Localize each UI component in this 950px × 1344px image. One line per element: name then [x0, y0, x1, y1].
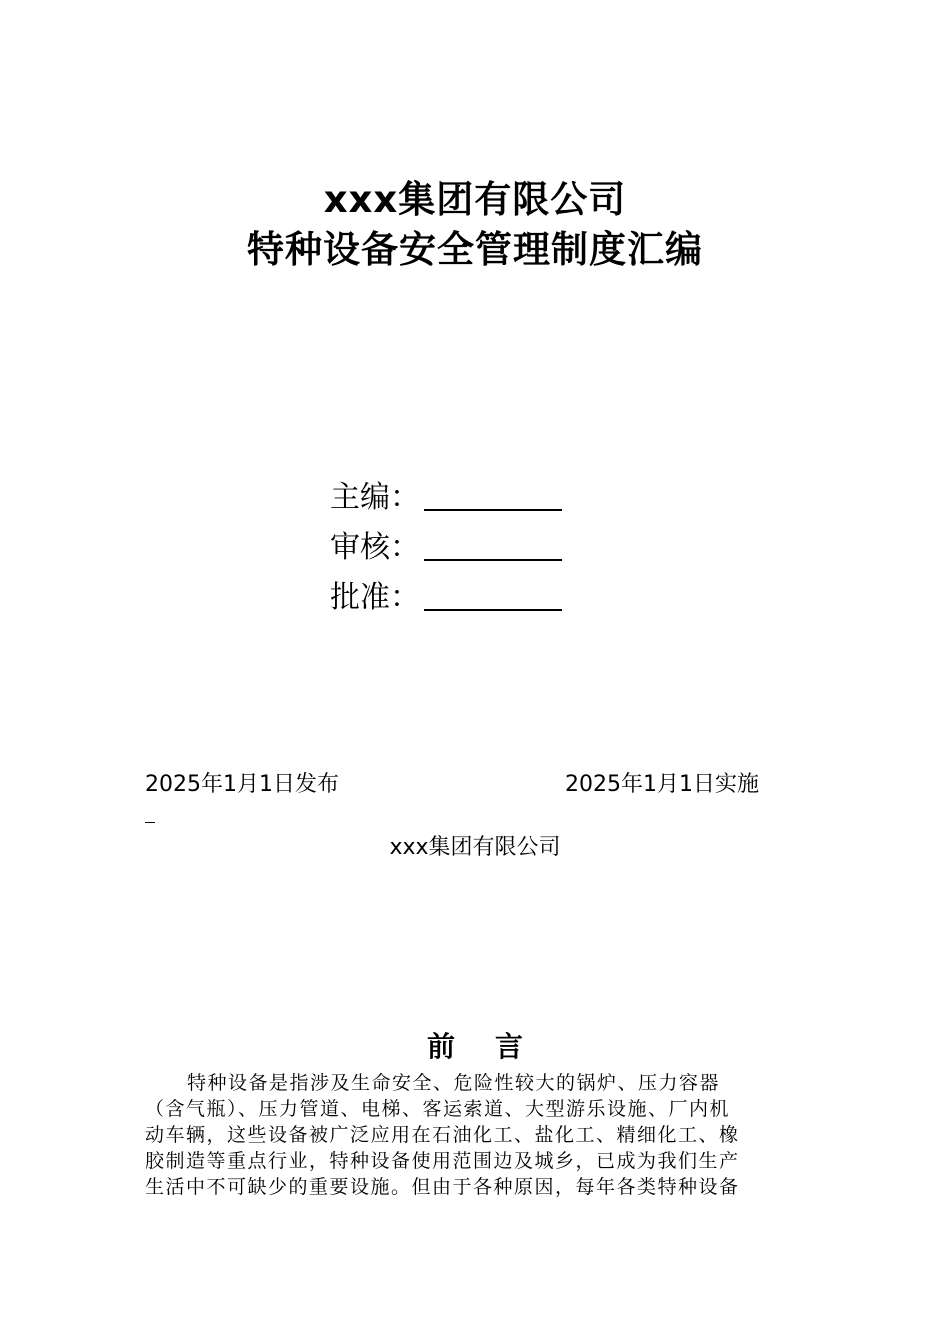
preface-heading: 前言: [426, 1030, 563, 1063]
preface-body: [145, 1070, 805, 1200]
editor-blank-line: [424, 508, 562, 511]
issuing-company: xxx集团有限公司: [389, 835, 561, 860]
separator-dash: [145, 822, 155, 823]
preface-line: 生活中不可缺少的重要设施。但由于各种原因，每年各类特种设备: [145, 1176, 740, 1198]
preface-line: （含气瓶）、压力管道、电梯、客运索道、大型游乐设施、厂内机: [145, 1098, 731, 1120]
reviewer-label: 审核：: [330, 530, 420, 565]
document-title-company: xxx集团有限公司: [323, 178, 627, 221]
publish-date: 2025年1月1日发布: [145, 772, 339, 797]
preface-line: 动车辆，这些设备被广泛应用在石油化工、盐化工、精细化工、橡: [145, 1124, 740, 1146]
approver-label: 批准：: [330, 580, 420, 615]
document-title-main: 特种设备安全管理制度汇编: [247, 228, 703, 271]
editor-label: 主编：: [330, 480, 420, 515]
signature-row-reviewer: [330, 528, 562, 568]
approver-blank-line: [424, 608, 562, 611]
preface-line: 特种设备是指涉及生命安全、危险性较大的锅炉、压力容器: [187, 1072, 721, 1094]
signature-row-approver: [330, 578, 562, 618]
preface-line: 胶制造等重点行业，特种设备使用范围边及城乡，已成为我们生产: [145, 1150, 740, 1172]
signature-row-editor: [330, 478, 562, 518]
effective-date: 2025年1月1日实施: [565, 772, 759, 797]
reviewer-blank-line: [424, 558, 562, 561]
